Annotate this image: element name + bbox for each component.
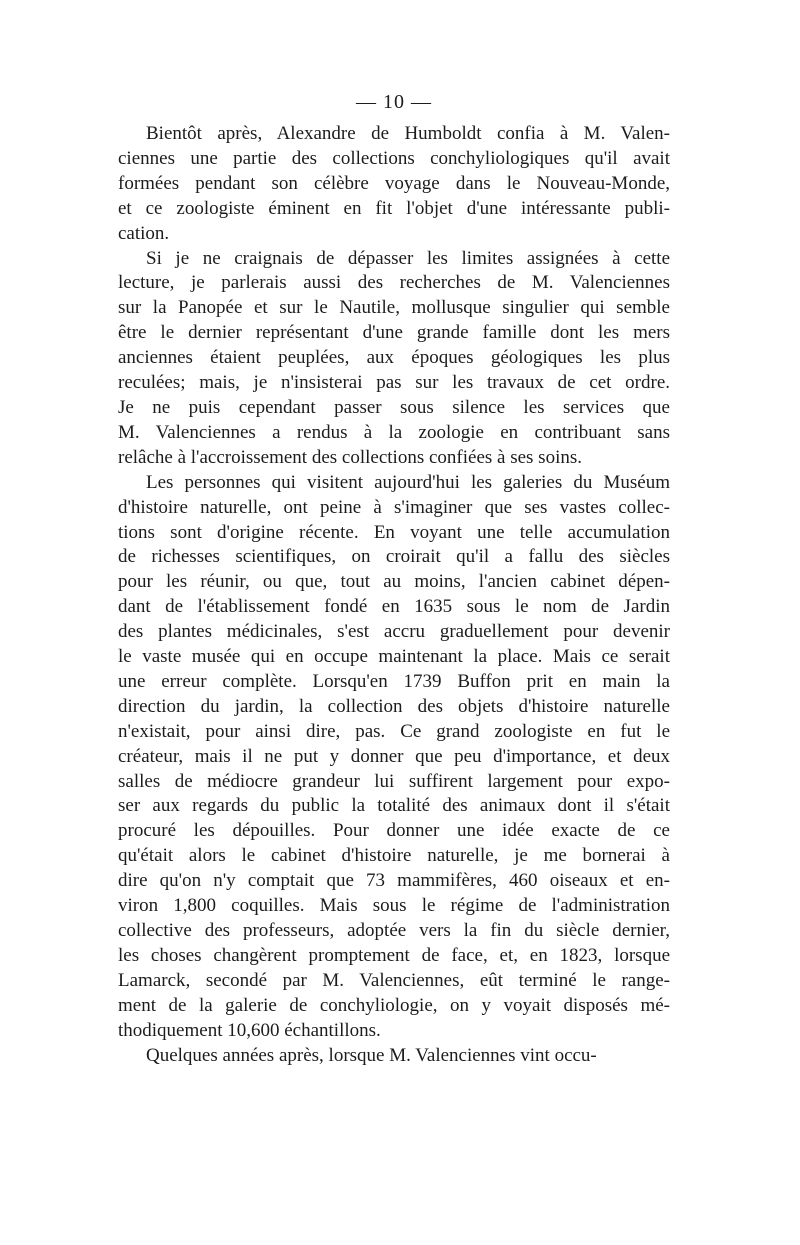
text-line: dire qu'on n'y comptait que 73 mammifères, 460 oiseaux et en-: [118, 870, 670, 892]
paragraph: [118, 122, 670, 247]
text-line: ciennes une partie des collections conchyliologiques qu'il avait: [118, 147, 670, 169]
text-line: viron 1,800 coquilles. Mais sous le régime de l'administration: [118, 895, 670, 917]
text-line: formées pendant son célèbre voyage dans le Nouveau-Monde,: [118, 172, 670, 194]
text-line: thodiquement 10,600 échantillons.: [118, 1019, 381, 1041]
page-number: — 10 —: [356, 91, 432, 113]
text-line: et ce zoologiste éminent en fit l'objet d'une intéressante publi-: [118, 197, 670, 219]
text-line: Si je ne craignais de dépasser les limites assignées à cette: [146, 247, 670, 269]
text-line: n'existait, pour ainsi dire, pas. Ce grand zoologiste en fut le: [118, 720, 670, 742]
text-line: Lamarck, secondé par M. Valenciennes, eût terminé le range-: [118, 969, 670, 991]
text-line: de richesses scientifiques, on croirait qu'il a fallu des siècles: [118, 546, 670, 568]
text-line: Bientôt après, Alexandre de Humboldt confia à M. Valen-: [146, 123, 670, 144]
paragraph: [118, 247, 670, 471]
body-text: [118, 122, 670, 1068]
text-line: Les personnes qui visitent aujourd'hui les galeries du Muséum: [146, 471, 670, 493]
text-line: sur la Panopée et sur le Nautile, mollusque singulier qui semble: [118, 297, 670, 319]
text-line: ment de la galerie de conchyliologie, on y voyait disposés mé-: [118, 994, 670, 1016]
text-line: cation.: [118, 222, 170, 244]
text-line: salles de médiocre grandeur lui suffirent largement pour expo-: [118, 770, 670, 792]
text-line: le vaste musée qui en occupe maintenant la place. Mais ce serait: [118, 646, 670, 668]
text-line: d'histoire naturelle, ont peine à s'imaginer que ses vastes collec-: [118, 496, 670, 518]
text-line: reculées; mais, je n'insisterai pas sur les travaux de cet ordre.: [118, 372, 670, 394]
text-line: une erreur complète. Lorsqu'en 1739 Buffon prit en main la: [118, 670, 670, 692]
text-line: Quelques années après, lorsque M. Valenciennes vint occu-: [146, 1044, 597, 1066]
page: [118, 88, 670, 1068]
text-line: M. Valenciennes a rendus à la zoologie en contribuant sans: [118, 421, 670, 443]
text-line: créateur, mais il ne put y donner que peu d'importance, et deux: [118, 745, 670, 767]
paragraph: [118, 471, 670, 1044]
text-line: des plantes médicinales, s'est accru graduellement pour devenir: [118, 621, 670, 643]
text-line: qu'était alors le cabinet d'histoire naturelle, je me bornerai à: [118, 845, 670, 867]
text-line: collective des professeurs, adoptée vers la fin du siècle dernier,: [118, 920, 670, 941]
text-line: ser aux regards du public la totalité des animaux dont il s'était: [118, 795, 670, 817]
text-line: être le dernier représentant d'une grande famille dont les mers: [118, 322, 670, 344]
text-line: dant de l'établissement fondé en 1635 sous le nom de Jardin: [118, 596, 670, 618]
text-line: tions sont d'origine récente. En voyant une telle accumulation: [118, 521, 670, 543]
text-line: les choses changèrent promptement de face, et, en 1823, lorsque: [118, 944, 670, 966]
text-line: pour les réunir, ou que, tout au moins, l'ancien cabinet dépen-: [118, 571, 670, 593]
text-line: direction du jardin, la collection des objets d'histoire naturelle: [118, 695, 670, 717]
text-line: Je ne puis cependant passer sous silence les services que: [118, 396, 670, 418]
paragraph: [118, 1044, 670, 1069]
text-line: procuré les dépouilles. Pour donner une idée exacte de ce: [118, 820, 670, 842]
text-line: relâche à l'accroissement des collections confiées à ses soins.: [118, 446, 582, 468]
text-line: lecture, je parlerais aussi des recherches de M. Valenciennes: [118, 272, 670, 294]
text-line: anciennes étaient peuplées, aux époques géologiques les plus: [118, 347, 670, 369]
